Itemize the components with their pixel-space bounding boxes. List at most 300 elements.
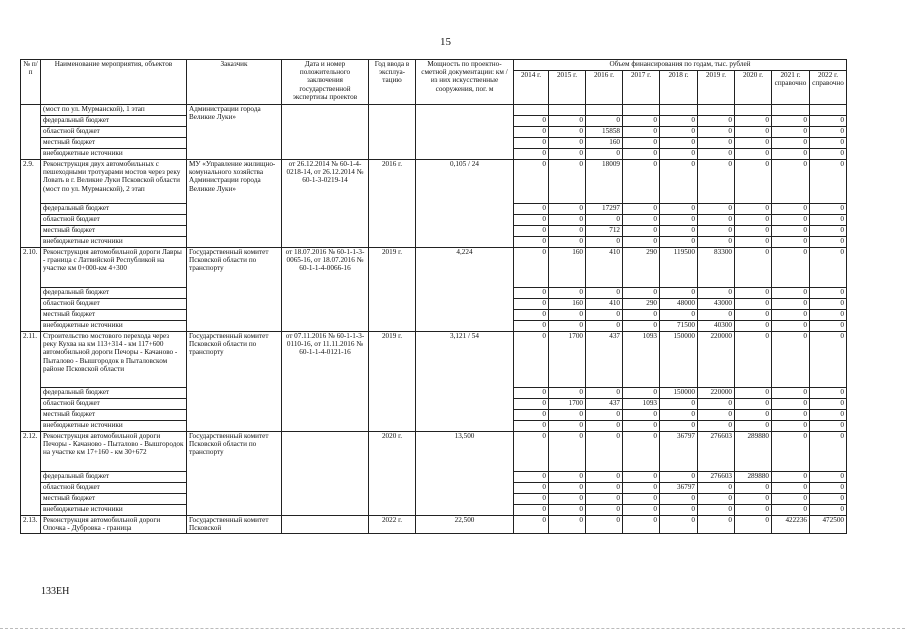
source-label: местный бюджет xyxy=(41,138,187,149)
funding-cell: 0 xyxy=(735,399,772,410)
funding-cell: 0 xyxy=(735,116,772,127)
item-expertise xyxy=(282,516,369,534)
funding-cell: 0 xyxy=(810,388,847,399)
funding-cell: 0 xyxy=(549,127,586,138)
funding-cell: 0 xyxy=(549,288,586,299)
funding-cell: 0 xyxy=(586,483,623,494)
funding-cell: 0 xyxy=(549,472,586,483)
table-row xyxy=(21,248,847,288)
funding-cell: 0 xyxy=(549,116,586,127)
item-name: Реконструкция автомобильной дороги Печоры - Качаново - Пыталово - Вышгородок на участке км 17+160 - км 30+672 xyxy=(41,432,187,472)
header-year-col: 2017 г. xyxy=(623,71,660,105)
funding-cell: 0 xyxy=(623,494,660,505)
funding-cell: 0 xyxy=(735,248,772,288)
source-label: внебюджетные источники xyxy=(41,421,187,432)
scan-edge xyxy=(0,628,905,629)
funding-cell: 1093 xyxy=(623,399,660,410)
funding-cell: 0 xyxy=(810,505,847,516)
funding-cell: 0 xyxy=(586,288,623,299)
funding-cell: 0 xyxy=(549,421,586,432)
funding-cell: 0 xyxy=(772,237,810,248)
funding-cell: 0 xyxy=(698,410,735,421)
item-expertise: от 18.07.2016 № 60-1-1-3-0065-16, от 18.07.2016 № 60-1-1-4-0066-16 xyxy=(282,248,369,332)
item-year xyxy=(369,105,416,160)
funding-cell: 0 xyxy=(810,432,847,472)
funding-cell: 0 xyxy=(660,226,698,237)
header-year-col: 2015 г. xyxy=(549,71,586,105)
funding-cell: 0 xyxy=(623,215,660,226)
item-customer: Государственный комитет Псковской области по транспорту xyxy=(187,332,282,432)
source-label: внебюджетные источники xyxy=(41,321,187,332)
funding-cell: 0 xyxy=(772,494,810,505)
funding-cell: 0 xyxy=(660,421,698,432)
funding-cell: 0 xyxy=(772,483,810,494)
funding-cell: 0 xyxy=(660,410,698,421)
funding-cell: 0 xyxy=(735,138,772,149)
funding-cell: 0 xyxy=(660,160,698,204)
funding-cell: 0 xyxy=(514,237,549,248)
funding-cell xyxy=(549,105,586,116)
funding-cell: 0 xyxy=(698,494,735,505)
funding-cell: 0 xyxy=(514,160,549,204)
funding-cell: 0 xyxy=(549,204,586,215)
funding-cell: 0 xyxy=(772,310,810,321)
funding-cell: 0 xyxy=(698,516,735,534)
funding-cell: 0 xyxy=(549,149,586,160)
source-label: внебюджетные источники xyxy=(41,237,187,248)
source-label: федеральный бюджет xyxy=(41,472,187,483)
funding-cell: 0 xyxy=(623,432,660,472)
item-number xyxy=(21,105,41,160)
funding-cell: 0 xyxy=(549,215,586,226)
funding-cell: 0 xyxy=(698,483,735,494)
funding-cell: 0 xyxy=(810,421,847,432)
funding-cell: 36797 xyxy=(660,483,698,494)
funding-cell: 0 xyxy=(514,248,549,288)
funding-cell: 0 xyxy=(586,149,623,160)
funding-cell: 0 xyxy=(772,410,810,421)
funding-cell: 0 xyxy=(623,116,660,127)
item-year: 2019 г. xyxy=(369,248,416,332)
funding-cell: 276603 xyxy=(698,432,735,472)
funding-cell: 0 xyxy=(660,288,698,299)
funding-cell: 0 xyxy=(810,399,847,410)
source-label: областной бюджет xyxy=(41,399,187,410)
funding-cell: 18009 xyxy=(586,160,623,204)
funding-cell: 15858 xyxy=(586,127,623,138)
item-expertise: от 07.11.2016 № 60-1-1-3-0110-16, от 11.11.2016 № 60-1-1-4-0121-16 xyxy=(282,332,369,432)
item-number: 2.9. xyxy=(21,160,41,248)
source-label: федеральный бюджет xyxy=(41,388,187,399)
funding-cell: 0 xyxy=(735,494,772,505)
funding-cell: 0 xyxy=(810,494,847,505)
funding-cell: 150000 xyxy=(660,332,698,388)
funding-cell: 0 xyxy=(586,116,623,127)
funding-cell: 0 xyxy=(810,321,847,332)
funding-cell: 0 xyxy=(772,226,810,237)
funding-cell: 0 xyxy=(623,237,660,248)
header-funding: Объем финансирования по годам, тыс. рублей xyxy=(514,60,847,71)
funding-cell: 0 xyxy=(549,494,586,505)
item-customer: Государственный комитет Псковской области по транспорту xyxy=(187,432,282,516)
funding-cell: 0 xyxy=(772,127,810,138)
funding-cell: 0 xyxy=(810,472,847,483)
table-row xyxy=(21,332,847,388)
funding-cell: 0 xyxy=(623,421,660,432)
item-year: 2022 г. xyxy=(369,516,416,534)
funding-cell: 0 xyxy=(735,388,772,399)
item-customer: Государственный комитет Псковской xyxy=(187,516,282,534)
funding-cell: 0 xyxy=(772,332,810,388)
funding-cell: 0 xyxy=(660,472,698,483)
funding-cell xyxy=(735,105,772,116)
funding-cell: 0 xyxy=(586,237,623,248)
funding-cell: 0 xyxy=(586,505,623,516)
source-label: внебюджетные источники xyxy=(41,149,187,160)
funding-cell: 0 xyxy=(660,310,698,321)
funding-cell: 0 xyxy=(623,160,660,204)
source-label: местный бюджет xyxy=(41,310,187,321)
funding-cell: 0 xyxy=(514,432,549,472)
item-expertise xyxy=(282,432,369,516)
funding-cell: 472500 xyxy=(810,516,847,534)
funding-cell: 290 xyxy=(623,299,660,310)
funding-cell: 0 xyxy=(549,505,586,516)
funding-cell: 0 xyxy=(549,410,586,421)
funding-cell: 0 xyxy=(735,237,772,248)
funding-cell: 0 xyxy=(735,421,772,432)
funding-cell: 0 xyxy=(514,204,549,215)
funding-cell: 0 xyxy=(586,421,623,432)
source-label: областной бюджет xyxy=(41,127,187,138)
funding-cell: 0 xyxy=(660,116,698,127)
funding-cell: 0 xyxy=(698,138,735,149)
item-capacity: 3,121 / 54 xyxy=(416,332,514,432)
funding-cell: 0 xyxy=(772,421,810,432)
funding-cell: 43000 xyxy=(698,299,735,310)
funding-cell: 0 xyxy=(660,494,698,505)
funding-cell: 0 xyxy=(735,505,772,516)
header-customer: Заказчик xyxy=(187,60,282,105)
funding-cell: 220000 xyxy=(698,388,735,399)
funding-cell: 150000 xyxy=(660,388,698,399)
funding-cell: 160 xyxy=(549,299,586,310)
funding-cell: 0 xyxy=(772,388,810,399)
funding-cell: 0 xyxy=(698,310,735,321)
funding-cell xyxy=(810,105,847,116)
funding-cell: 0 xyxy=(514,516,549,534)
funding-cell: 1700 xyxy=(549,399,586,410)
funding-cell: 0 xyxy=(623,321,660,332)
funding-cell: 17297 xyxy=(586,204,623,215)
funding-cell: 0 xyxy=(810,299,847,310)
funding-cell: 437 xyxy=(586,332,623,388)
funding-cell: 0 xyxy=(810,237,847,248)
funding-cell: 0 xyxy=(549,138,586,149)
funding-cell: 0 xyxy=(810,288,847,299)
financing-table xyxy=(20,59,847,534)
funding-cell: 0 xyxy=(660,215,698,226)
header-num: № п/п xyxy=(21,60,41,105)
header-year-col: 2018 г. xyxy=(660,71,698,105)
item-capacity: 0,105 / 24 xyxy=(416,160,514,248)
funding-cell: 1093 xyxy=(623,332,660,388)
source-label: местный бюджет xyxy=(41,226,187,237)
funding-cell: 0 xyxy=(698,288,735,299)
funding-cell: 0 xyxy=(698,149,735,160)
funding-cell: 0 xyxy=(698,505,735,516)
item-year: 2016 г. xyxy=(369,160,416,248)
funding-cell: 0 xyxy=(514,127,549,138)
funding-cell: 0 xyxy=(810,204,847,215)
funding-cell: 0 xyxy=(810,149,847,160)
funding-cell: 0 xyxy=(810,410,847,421)
funding-cell: 0 xyxy=(735,160,772,204)
source-label: федеральный бюджет xyxy=(41,204,187,215)
funding-cell: 0 xyxy=(623,226,660,237)
item-number: 2.13. xyxy=(21,516,41,534)
funding-cell: 0 xyxy=(772,399,810,410)
funding-cell: 0 xyxy=(549,483,586,494)
funding-cell xyxy=(514,105,549,116)
funding-cell: 0 xyxy=(660,399,698,410)
funding-cell: 0 xyxy=(772,204,810,215)
header-capacity: Мощность по проектно-сметной документации: км / из них искусственные сооружения, пог. м xyxy=(416,60,514,105)
footer-code: 133EH xyxy=(41,586,70,597)
funding-cell: 0 xyxy=(514,388,549,399)
funding-cell: 0 xyxy=(514,483,549,494)
funding-cell: 276603 xyxy=(698,472,735,483)
funding-cell: 0 xyxy=(735,127,772,138)
funding-cell: 0 xyxy=(514,421,549,432)
funding-cell: 0 xyxy=(698,237,735,248)
funding-cell: 0 xyxy=(660,138,698,149)
funding-cell: 48000 xyxy=(660,299,698,310)
source-label: областной бюджет xyxy=(41,483,187,494)
funding-cell: 0 xyxy=(514,332,549,388)
funding-cell: 0 xyxy=(586,388,623,399)
funding-cell: 0 xyxy=(772,505,810,516)
source-label: федеральный бюджет xyxy=(41,288,187,299)
item-name: Реконструкция двух автомобильных с пешеходными тротуарами мостов через реку Ловать в г. Великие Луки Псковской области (мост по ул. Мурманской), 2 этап xyxy=(41,160,187,204)
source-label: областной бюджет xyxy=(41,215,187,226)
funding-cell: 0 xyxy=(810,138,847,149)
funding-cell: 0 xyxy=(772,138,810,149)
funding-cell: 0 xyxy=(549,226,586,237)
item-customer: Администрации города Великие Луки» xyxy=(187,105,282,160)
funding-cell: 0 xyxy=(623,505,660,516)
funding-cell: 0 xyxy=(810,226,847,237)
item-name: Реконструкция автомобильной дороги Лавры - граница с Латвийской Республикой на участке км 0+000-км 4+300 xyxy=(41,248,187,288)
funding-cell: 712 xyxy=(586,226,623,237)
source-label: местный бюджет xyxy=(41,410,187,421)
funding-cell: 0 xyxy=(549,432,586,472)
funding-cell: 1700 xyxy=(549,332,586,388)
funding-cell: 0 xyxy=(549,237,586,248)
funding-cell: 0 xyxy=(698,116,735,127)
funding-cell: 0 xyxy=(623,288,660,299)
funding-cell: 0 xyxy=(660,505,698,516)
funding-cell: 0 xyxy=(514,215,549,226)
funding-cell: 0 xyxy=(514,310,549,321)
item-year: 2019 г. xyxy=(369,332,416,432)
funding-cell xyxy=(772,105,810,116)
funding-cell: 0 xyxy=(772,215,810,226)
table-row xyxy=(21,105,847,116)
funding-cell: 0 xyxy=(810,310,847,321)
item-year: 2020 г. xyxy=(369,432,416,516)
funding-cell: 0 xyxy=(549,516,586,534)
item-customer: МУ «Управление жилищно-комунального хозяйства Администрации города Великие Луки» xyxy=(187,160,282,248)
funding-cell: 437 xyxy=(586,399,623,410)
funding-cell: 71500 xyxy=(660,321,698,332)
funding-cell: 0 xyxy=(772,288,810,299)
funding-cell: 0 xyxy=(735,310,772,321)
funding-cell: 0 xyxy=(514,288,549,299)
funding-cell: 0 xyxy=(549,160,586,204)
header-year: Год ввода в эксплуа-тацию xyxy=(369,60,416,105)
funding-cell: 160 xyxy=(549,248,586,288)
funding-cell: 0 xyxy=(735,288,772,299)
funding-cell: 0 xyxy=(735,215,772,226)
funding-cell: 0 xyxy=(772,321,810,332)
item-number: 2.10. xyxy=(21,248,41,332)
funding-cell: 290 xyxy=(623,248,660,288)
funding-cell: 0 xyxy=(623,149,660,160)
funding-cell: 0 xyxy=(772,432,810,472)
item-number: 2.12. xyxy=(21,432,41,516)
funding-cell: 0 xyxy=(514,149,549,160)
item-capacity: 22,500 xyxy=(416,516,514,534)
funding-cell: 0 xyxy=(514,399,549,410)
funding-cell: 0 xyxy=(735,226,772,237)
table-row xyxy=(21,432,847,472)
funding-cell: 0 xyxy=(698,399,735,410)
funding-cell: 0 xyxy=(772,472,810,483)
header-year-col: 2021 г. справочно xyxy=(772,71,810,105)
funding-cell: 0 xyxy=(514,472,549,483)
funding-cell: 0 xyxy=(660,516,698,534)
funding-cell xyxy=(586,105,623,116)
funding-cell: 0 xyxy=(586,310,623,321)
funding-cell: 0 xyxy=(810,332,847,388)
header-name: Наименование мероприятия, объектов xyxy=(41,60,187,105)
funding-cell: 289880 xyxy=(735,432,772,472)
funding-cell: 0 xyxy=(586,321,623,332)
funding-cell: 289880 xyxy=(735,472,772,483)
funding-cell: 0 xyxy=(586,494,623,505)
funding-cell: 0 xyxy=(660,149,698,160)
funding-cell: 0 xyxy=(514,494,549,505)
funding-cell: 0 xyxy=(623,472,660,483)
funding-cell: 0 xyxy=(810,248,847,288)
funding-cell: 0 xyxy=(772,149,810,160)
item-expertise xyxy=(282,105,369,160)
funding-cell: 160 xyxy=(586,138,623,149)
item-capacity: 13,500 xyxy=(416,432,514,516)
funding-cell: 83300 xyxy=(698,248,735,288)
funding-cell: 0 xyxy=(514,299,549,310)
funding-cell: 0 xyxy=(660,204,698,215)
funding-cell: 0 xyxy=(549,310,586,321)
funding-cell: 410 xyxy=(586,299,623,310)
funding-cell: 0 xyxy=(660,237,698,248)
item-name: Реконструкция автомобильной дороги Опочка - Дубровка - граница xyxy=(41,516,187,534)
funding-cell: 0 xyxy=(735,204,772,215)
funding-cell: 0 xyxy=(735,321,772,332)
funding-cell: 0 xyxy=(735,332,772,388)
source-label: областной бюджет xyxy=(41,299,187,310)
funding-cell: 220000 xyxy=(698,332,735,388)
item-capacity xyxy=(416,105,514,160)
item-number: 2.11. xyxy=(21,332,41,432)
funding-cell: 0 xyxy=(660,127,698,138)
funding-cell: 0 xyxy=(549,321,586,332)
funding-cell: 0 xyxy=(623,388,660,399)
item-name: Строительство мостового перехода через реку Кухва на км 113+314 - км 117+600 автомобильной дороги Печоры - Качаново - Пыталово - Вышгородок в Пыталовском районе Псковской области xyxy=(41,332,187,388)
funding-cell: 0 xyxy=(514,138,549,149)
funding-cell: 0 xyxy=(698,215,735,226)
funding-cell: 0 xyxy=(810,160,847,204)
funding-cell: 0 xyxy=(514,116,549,127)
funding-cell: 0 xyxy=(623,516,660,534)
funding-cell: 0 xyxy=(698,160,735,204)
funding-cell: 0 xyxy=(735,299,772,310)
funding-cell: 0 xyxy=(772,160,810,204)
item-name: (мост по ул. Мурманской), 1 этап xyxy=(41,105,187,116)
funding-cell: 0 xyxy=(514,505,549,516)
funding-cell: 0 xyxy=(586,472,623,483)
funding-cell: 0 xyxy=(772,299,810,310)
funding-cell: 0 xyxy=(698,127,735,138)
table-row xyxy=(21,516,847,534)
funding-cell: 0 xyxy=(810,127,847,138)
funding-cell: 0 xyxy=(514,321,549,332)
funding-cell: 0 xyxy=(735,516,772,534)
header-year-col: 2020 г. xyxy=(735,71,772,105)
table-row xyxy=(21,160,847,204)
funding-cell: 0 xyxy=(810,215,847,226)
funding-cell: 0 xyxy=(810,483,847,494)
source-label: местный бюджет xyxy=(41,494,187,505)
funding-cell xyxy=(698,105,735,116)
funding-cell xyxy=(660,105,698,116)
funding-cell xyxy=(623,105,660,116)
funding-cell: 0 xyxy=(586,516,623,534)
funding-cell: 0 xyxy=(772,248,810,288)
funding-cell: 0 xyxy=(623,310,660,321)
item-capacity: 4,224 xyxy=(416,248,514,332)
page-number: 15 xyxy=(440,36,451,48)
header-year-col: 2016 г. xyxy=(586,71,623,105)
funding-cell: 0 xyxy=(698,226,735,237)
funding-cell: 0 xyxy=(623,410,660,421)
funding-cell: 119500 xyxy=(660,248,698,288)
funding-cell: 0 xyxy=(586,410,623,421)
funding-cell: 0 xyxy=(586,432,623,472)
funding-cell: 0 xyxy=(623,138,660,149)
funding-cell: 0 xyxy=(623,127,660,138)
header-year-col: 2019 г. xyxy=(698,71,735,105)
source-label: внебюджетные источники xyxy=(41,505,187,516)
funding-cell: 0 xyxy=(514,226,549,237)
item-expertise: от 26.12.2014 № 60-1-4-0218-14, от 26.12.2014 № 60-1-3-0219-14 xyxy=(282,160,369,248)
funding-cell: 0 xyxy=(623,483,660,494)
funding-cell: 0 xyxy=(586,215,623,226)
funding-cell: 410 xyxy=(586,248,623,288)
header-year-col: 2022 г. справочно xyxy=(810,71,847,105)
funding-cell: 0 xyxy=(549,388,586,399)
